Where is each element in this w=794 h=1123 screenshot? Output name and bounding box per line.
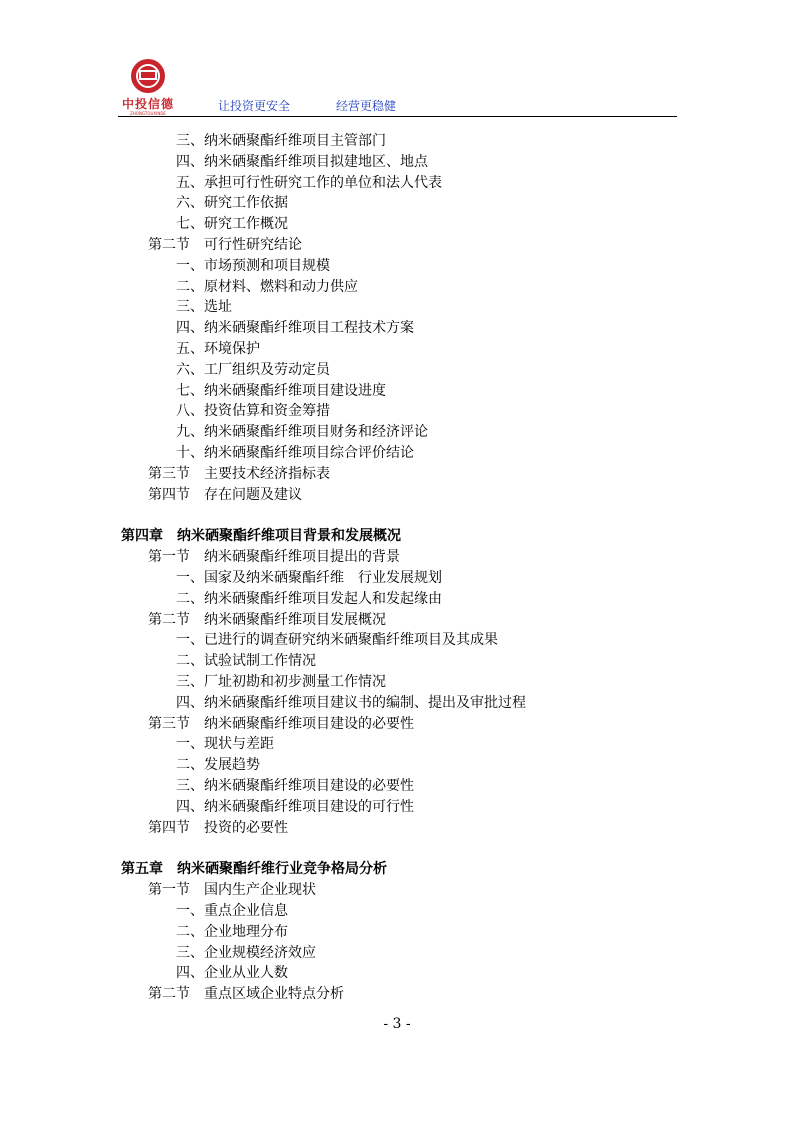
company-logo <box>118 58 178 118</box>
toc-item-entry: 一、国家及纳米硒聚酯纤维 行业发展规划 <box>176 570 442 586</box>
toc-section-entry: 第二节 可行性研究结论 <box>148 237 302 253</box>
slogan-left: 让投资更安全 <box>218 99 291 113</box>
logo-subtext: ZHONGTOUXINDE <box>130 111 166 116</box>
toc-item-entry: 六、工厂组织及劳动定员 <box>176 361 330 378</box>
toc-item-entry: 九、纳米硒聚酯纤维项目财务和经济评论 <box>176 424 428 441</box>
toc-item-entry: 三、纳米硒聚酯纤维项目主管部门 <box>176 133 386 149</box>
toc-item-entry: 一、重点企业信息 <box>176 903 288 919</box>
toc-section-entry: 第一节 纳米硒聚酯纤维项目提出的背景 <box>148 549 400 566</box>
toc-item-entry: 七、纳米硒聚酯纤维项目建设进度 <box>176 382 386 399</box>
toc-item-entry: 二、纳米硒聚酯纤维项目发起人和发起缘由 <box>176 590 442 607</box>
toc-item-entry: 八、投资估算和资金筹措 <box>176 403 330 420</box>
toc-section-entry: 第三节 主要技术经济指标表 <box>148 465 330 482</box>
toc-section-entry: 第四节 存在问题及建议 <box>148 486 302 503</box>
logo-text: 中投信德 <box>121 97 174 111</box>
toc-item-entry: 四、纳米硒聚酯纤维项目工程技术方案 <box>176 320 414 337</box>
page-number: - 3 - <box>383 1016 411 1032</box>
toc-section-entry: 第四节 投资的必要性 <box>148 819 288 836</box>
toc-item-entry: 十、纳米硒聚酯纤维项目综合评价结论 <box>176 445 414 461</box>
toc-item-entry: 四、纳米硒聚酯纤维项目建议书的编制、提出及审批过程 <box>176 694 526 711</box>
logo-mark-icon <box>139 70 157 80</box>
toc-item-entry: 一、现状与差距 <box>176 736 274 753</box>
toc-item-entry: 二、原材料、燃料和动力供应 <box>176 278 358 295</box>
toc-item-entry: 二、发展趋势 <box>176 757 260 774</box>
toc-item-entry: 三、企业规模经济效应 <box>176 944 316 961</box>
toc-section-entry: 第二节 纳米硒聚酯纤维项目发展概况 <box>148 611 386 628</box>
toc-chapter-heading: 第四章 纳米硒聚酯纤维项目背景和发展概况 <box>121 528 401 545</box>
toc-section-entry: 第一节 国内生产企业现状 <box>148 882 316 899</box>
toc-item-entry: 四、纳米硒聚酯纤维项目建设的可行性 <box>176 798 414 815</box>
toc-item-entry: 五、环境保护 <box>176 341 260 357</box>
toc-item-entry: 一、市场预测和项目规模 <box>176 257 330 274</box>
toc-item-entry: 七、研究工作概况 <box>176 216 288 233</box>
toc-chapter-heading: 第五章 纳米硒聚酯纤维行业竞争格局分析 <box>121 861 387 878</box>
toc-item-entry: 五、承担可行性研究工作的单位和法人代表 <box>176 174 442 191</box>
toc-section-entry: 第三节 纳米硒聚酯纤维项目建设的必要性 <box>148 715 414 732</box>
toc-item-entry: 二、试验试制工作情况 <box>176 653 316 670</box>
page-header <box>0 0 794 120</box>
toc-item-entry: 三、厂址初勘和初步测量工作情况 <box>176 674 386 690</box>
header-divider <box>118 116 677 117</box>
toc-item-entry: 四、企业从业人数 <box>176 965 288 982</box>
toc-item-entry: 三、纳米硒聚酯纤维项目建设的必要性 <box>176 778 414 794</box>
slogan-right: 经营更稳健 <box>336 99 397 113</box>
toc-section-entry: 第二节 重点区域企业特点分析 <box>148 986 344 1003</box>
toc-item-entry: 六、研究工作依据 <box>176 195 288 212</box>
toc-item-entry: 三、选址 <box>176 299 232 316</box>
toc-item-entry: 二、企业地理分布 <box>176 923 288 940</box>
toc-item-entry: 一、已进行的调查研究纳米硒聚酯纤维项目及其成果 <box>176 632 498 649</box>
toc-item-entry: 四、纳米硒聚酯纤维项目拟建地区、地点 <box>176 153 428 170</box>
